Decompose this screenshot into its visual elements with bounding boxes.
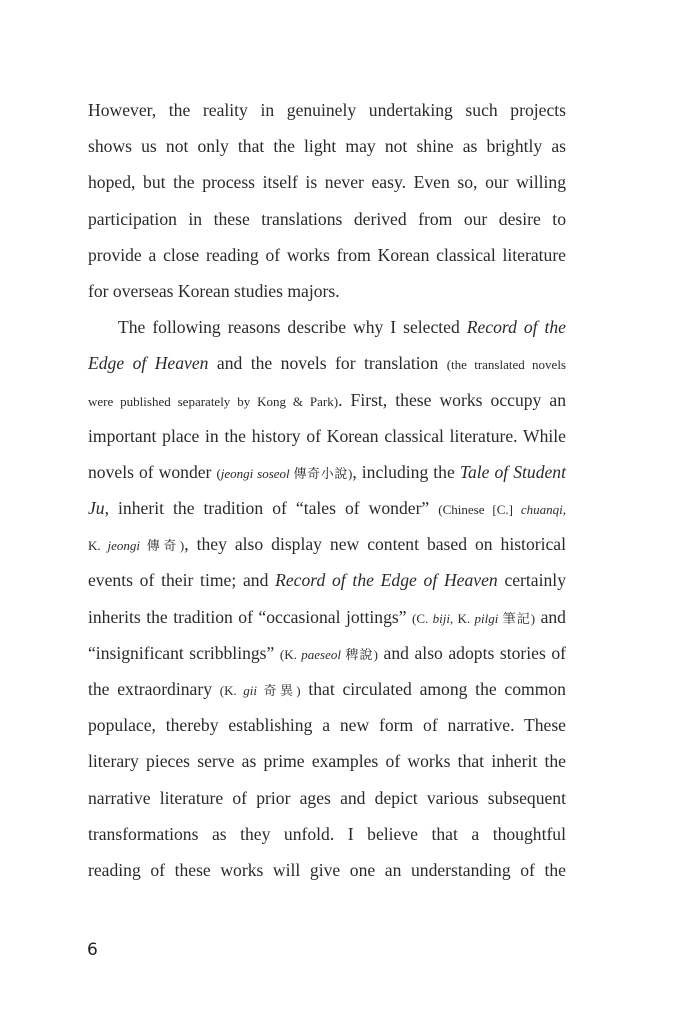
- romanized-term: pilgi: [474, 610, 499, 626]
- book-title: Tale of Student: [459, 461, 566, 482]
- term-annotation: [88, 538, 184, 553]
- term-annotation: [220, 683, 301, 698]
- paragraph-2: [88, 309, 566, 888]
- paragraph-1: [88, 92, 566, 309]
- page-number: 6: [87, 940, 98, 960]
- text-run: , they also display new content based on historical: [184, 534, 566, 555]
- text-line: [88, 309, 566, 345]
- text-line: shows us not only that the light may not shine as brightly as: [88, 136, 566, 157]
- text-run: certainly: [497, 570, 566, 591]
- text-run: events of their time; and: [88, 570, 276, 591]
- term-annotation: [412, 611, 535, 626]
- text-run: the extraordinary: [88, 679, 220, 699]
- text-run: inherits the tradition of “occasional jottings”: [88, 606, 413, 627]
- hanja-term: 稗說): [340, 646, 378, 662]
- term-annotation: [438, 502, 566, 517]
- text-run: “insignificant scribblings”: [88, 642, 280, 663]
- text-line: [88, 526, 566, 562]
- parenthetical-note: (the translated novels: [446, 357, 566, 373]
- hanja-term: 奇異): [257, 683, 301, 698]
- romanized-term: chuanqi,: [520, 502, 566, 518]
- romanized-term: paeseol: [301, 646, 341, 662]
- text-run: and the novels for translation: [208, 353, 447, 374]
- text-run: and: [535, 606, 566, 627]
- text-run: (K.: [219, 683, 244, 698]
- text-line: for overseas Korean studies majors.: [88, 280, 340, 301]
- text-line: narrative literature of prior ages and depict various subsequent: [88, 787, 566, 808]
- romanized-term: biji: [432, 610, 450, 626]
- text-line: [88, 454, 566, 490]
- text-run: that circulated among the common: [300, 679, 566, 699]
- term-annotation: [280, 647, 378, 662]
- romanized-term: jeongi soseol: [220, 465, 290, 481]
- text-run: The following reasons describe why I selected: [118, 317, 467, 338]
- body-text: [88, 92, 566, 888]
- term-annotation: [216, 466, 352, 481]
- book-title: Record of the Edge of Heaven: [275, 570, 498, 591]
- text-run: K.: [88, 538, 108, 554]
- text-run: , including the: [352, 461, 460, 482]
- text-line: [88, 345, 566, 381]
- text-line: literary pieces serve as prime examples of works that inherit the: [88, 751, 566, 772]
- text-line: [88, 562, 566, 598]
- hanja-term: 傳奇): [139, 538, 185, 554]
- text-line: populace, thereby establishing a new form of narrative. These: [88, 715, 566, 736]
- text-run: and also adopts stories of: [378, 642, 566, 663]
- text-run: , K.: [449, 610, 475, 626]
- text-run: novels of wonder: [88, 461, 217, 482]
- text-line: participation in these translations derived from our desire to: [88, 208, 566, 229]
- romanized-term: jeongi: [107, 538, 140, 554]
- text-run: (Chinese [C.]: [438, 502, 521, 518]
- parenthetical-note: were published separately by Kong & Park): [88, 393, 339, 409]
- text-run: (: [216, 465, 221, 481]
- text-line: [88, 490, 566, 526]
- text-line: [88, 599, 566, 635]
- text-line: provide a close reading of works from Korean classical literature: [88, 244, 566, 265]
- book-title: Ju: [88, 498, 105, 519]
- romanized-term: gii: [243, 683, 258, 698]
- text-line: [88, 635, 566, 671]
- book-title: Record of the: [466, 317, 566, 338]
- text-line: [88, 671, 566, 707]
- text-line: [88, 382, 566, 418]
- text-line: transformations as they unfold. I believe that a thoughtful: [88, 823, 566, 844]
- hanja-term: 筆記): [498, 610, 536, 626]
- text-run: (C.: [412, 610, 433, 626]
- text-run: (K.: [279, 646, 302, 662]
- text-run: , inherit the tradition of “tales of wonder”: [104, 498, 439, 519]
- text-line: reading of these works will give one an understanding of the: [88, 859, 566, 880]
- text-run: . First, these works occupy an: [338, 389, 566, 410]
- text-line: hoped, but the process itself is never easy. Even so, our willing: [88, 172, 566, 193]
- text-line: However, the reality in genuinely undertaking such projects: [88, 100, 566, 120]
- text-line: important place in the history of Korean classical literature. While: [88, 425, 566, 446]
- hanja-term: 傳奇小說): [289, 465, 353, 481]
- book-title: Edge of Heaven: [88, 353, 209, 374]
